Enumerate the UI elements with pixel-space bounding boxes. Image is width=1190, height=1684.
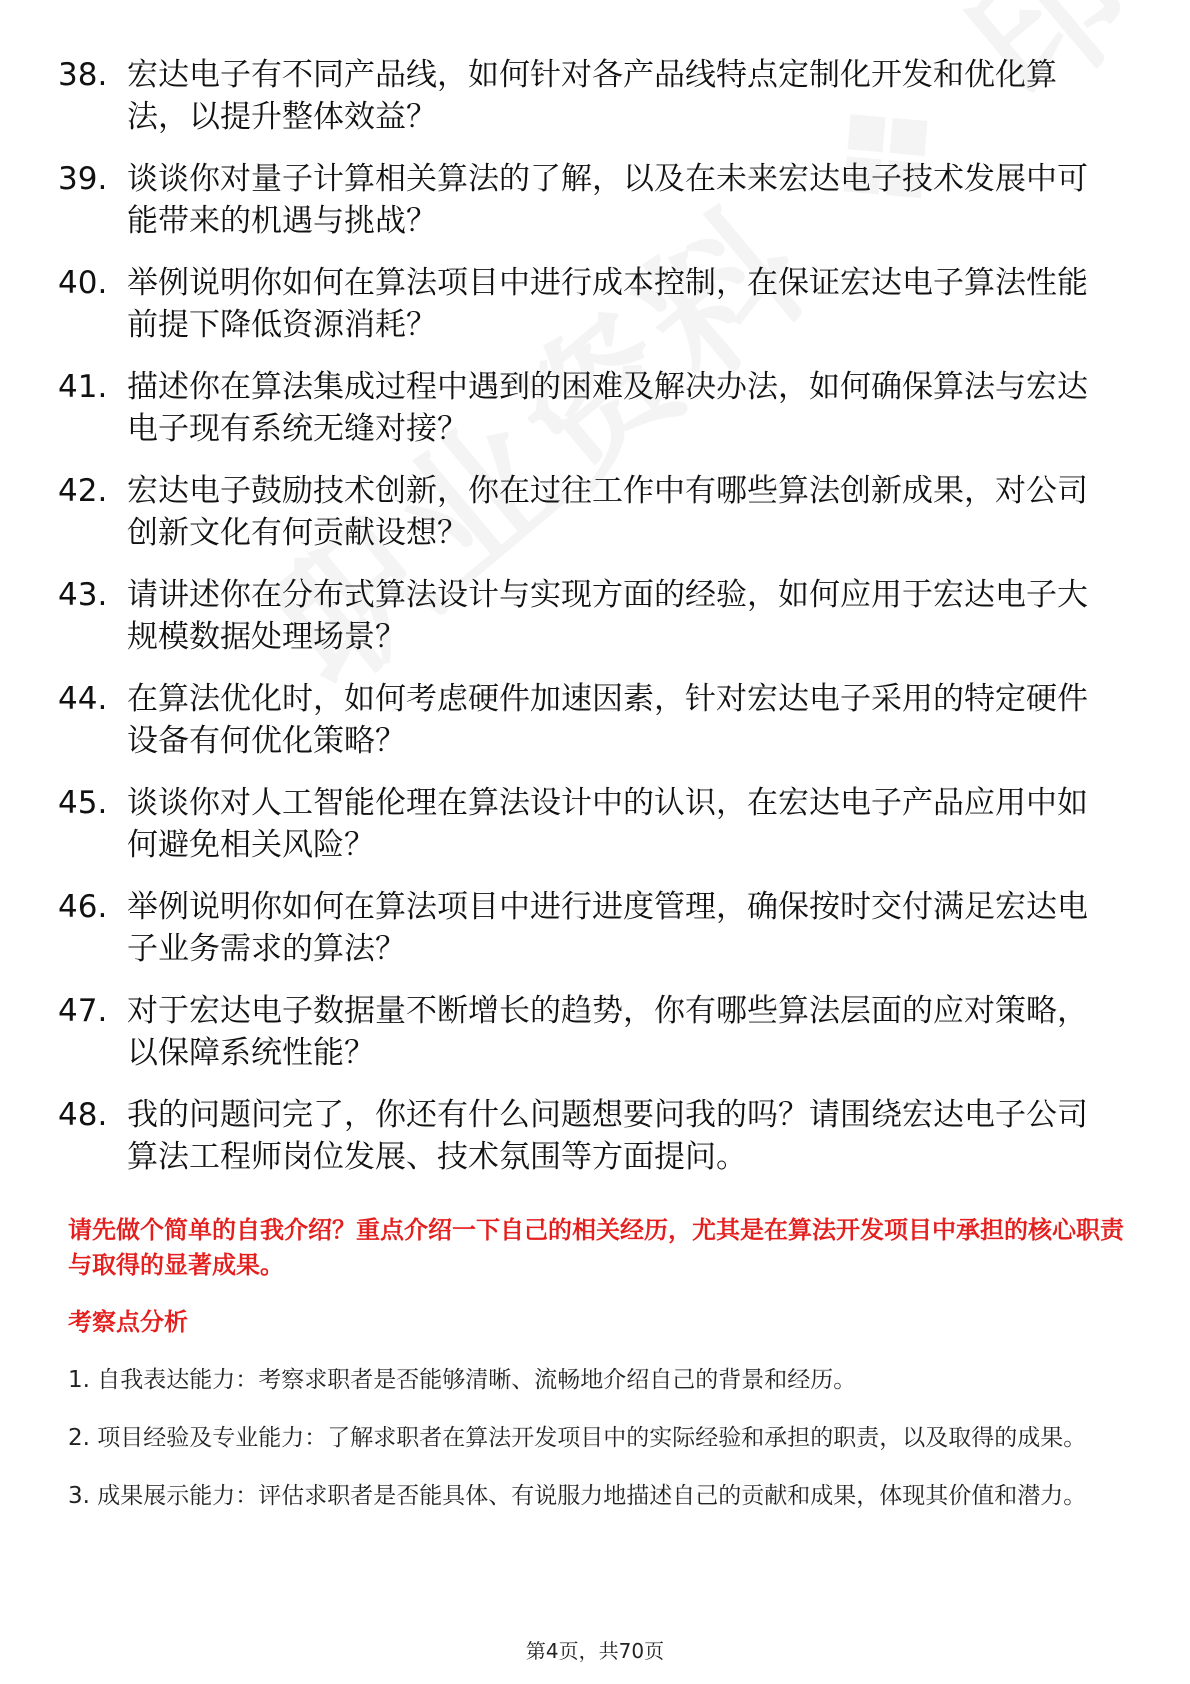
question-text: 请讲述你在分布式算法设计与实现方面的经验，如何应用于宏达电子大规模数据处理场景？ (127, 577, 1088, 655)
question-number: 38. (58, 57, 108, 93)
question-number: 40. (58, 265, 108, 301)
featured-question: 请先做个简单的自我介绍？重点介绍一下自己的相关经历，尤其是在算法开发项目中承担的核心职责与取得的显著成果。 (68, 1216, 1124, 1279)
question-item (58, 886, 1118, 970)
question-text: 对于宏达电子数据量不断增长的趋势，你有哪些算法层面的应对策略，以保障系统性能？ (127, 993, 1088, 1071)
question-item (58, 574, 1118, 658)
question-item (58, 1094, 1118, 1178)
question-list (58, 54, 1118, 1198)
question-text: 谈谈你对人工智能伦理在算法设计中的认识，在宏达电子产品应用中如何避免相关风险？ (127, 785, 1088, 863)
analysis-heading: 考察点分析 (68, 1308, 188, 1336)
question-number: 46. (58, 889, 108, 925)
question-text: 我的问题问完了，你还有什么问题想要问我的吗？请围绕宏达电子公司算法工程师岗位发展、技术氛围等方面提问。 (127, 1097, 1088, 1175)
page-footer: 第4页，共70页 (525, 1639, 665, 1663)
question-number: 47. (58, 993, 108, 1029)
question-number: 39. (58, 161, 108, 197)
question-item (58, 262, 1118, 346)
question-number: 43. (58, 577, 108, 613)
question-text: 描述你在算法集成过程中遇到的困难及解决办法，如何确保算法与宏达电子现有系统无缝对接？ (127, 369, 1088, 447)
question-item (58, 158, 1118, 242)
question-number: 42. (58, 473, 108, 509)
question-text: 举例说明你如何在算法项目中进行成本控制，在保证宏达电子算法性能前提下降低资源消耗？ (127, 265, 1088, 343)
question-number: 48. (58, 1097, 108, 1133)
question-item (58, 54, 1118, 138)
question-item (58, 990, 1118, 1074)
question-item (58, 678, 1118, 762)
question-item (58, 782, 1118, 866)
question-number: 41. (58, 369, 108, 405)
question-text: 在算法优化时，如何考虑硬件加速因素，针对宏达电子采用的特定硬件设备有何优化策略？ (127, 681, 1088, 759)
question-text: 宏达电子鼓励技术创新，你在过往工作中有哪些算法创新成果，对公司创新文化有何贡献设想？ (127, 473, 1088, 551)
analysis-list (68, 1354, 1128, 1528)
question-text: 谈谈你对量子计算相关算法的了解，以及在未来宏达电子技术发展中可能带来的机遇与挑战？ (127, 161, 1088, 239)
analysis-item: 1. 自我表达能力：考察求职者是否能够清晰、流畅地介绍自己的背景和经历。 (68, 1367, 857, 1393)
question-text: 宏达电子有不同产品线，如何针对各产品线特点定制化开发和优化算法，以提升整体效益？ (127, 57, 1057, 135)
question-item (58, 470, 1118, 554)
question-text: 举例说明你如何在算法项目中进行进度管理，确保按时交付满足宏达电子业务需求的算法？ (127, 889, 1088, 967)
analysis-item: 3. 成果展示能力：评估求职者是否能具体、有说服力地描述自己的贡献和成果，体现其价值和潜力。 (68, 1483, 1087, 1509)
question-number: 44. (58, 681, 108, 717)
question-item (58, 366, 1118, 450)
analysis-item: 2. 项目经验及专业能力：了解求职者在算法开发项目中的实际经验和承担的职责，以及取得的成果。 (68, 1425, 1087, 1451)
question-number: 45. (58, 785, 108, 821)
